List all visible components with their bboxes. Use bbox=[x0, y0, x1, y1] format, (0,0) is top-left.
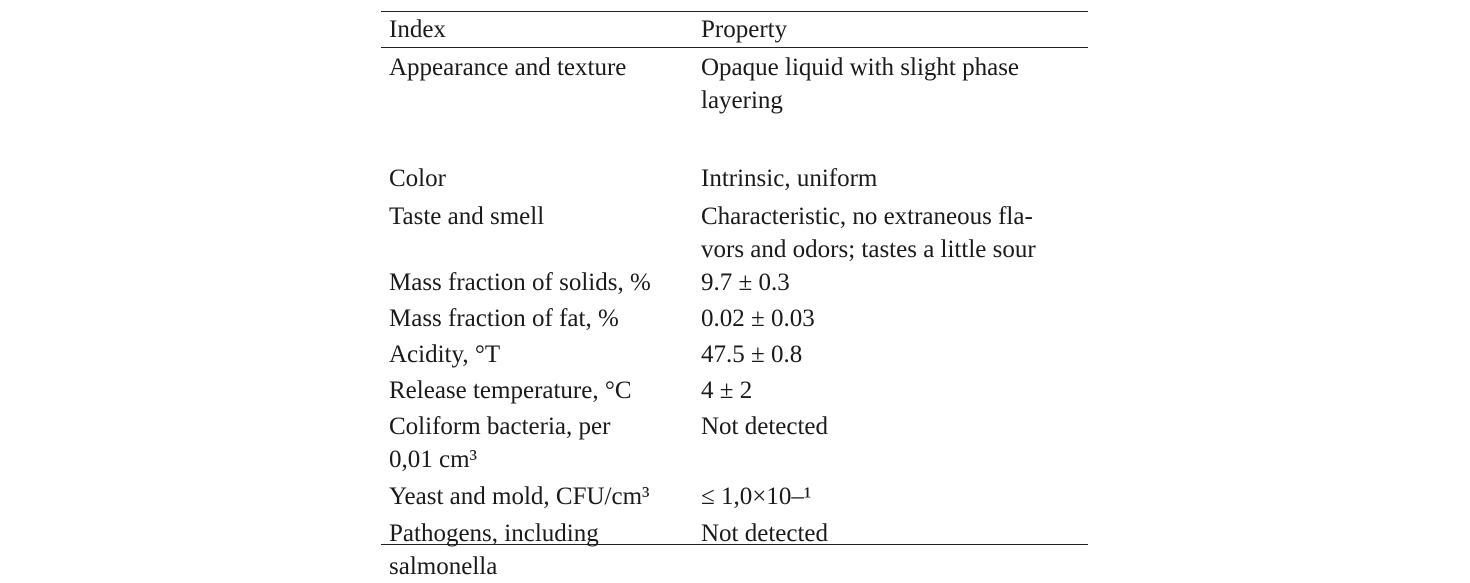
index-cell: Appearance and texture bbox=[389, 54, 627, 81]
property-cell: 9.7 ± 0.3 bbox=[701, 269, 790, 296]
property-cell: layering bbox=[701, 87, 783, 114]
property-cell: 47.5 ± 0.8 bbox=[701, 341, 803, 368]
property-cell: 4 ± 2 bbox=[701, 377, 753, 404]
index-cell: salmonella bbox=[389, 553, 498, 580]
index-cell: Mass fraction of fat, % bbox=[389, 305, 619, 332]
property-cell: Characteristic, no extraneous fla- bbox=[701, 203, 1033, 230]
header-property: Property bbox=[701, 16, 788, 43]
table-body bbox=[381, 48, 1088, 580]
index-cell: Mass fraction of solids, % bbox=[389, 269, 651, 296]
property-cell: Not detected bbox=[701, 520, 829, 547]
index-cell: Coliform bacteria, per bbox=[389, 413, 611, 440]
header-index: Index bbox=[389, 16, 446, 43]
index-cell: 0,01 cm³ bbox=[389, 446, 478, 473]
index-cell: Color bbox=[389, 165, 446, 192]
property-cell: vors and odors; tastes a little sour bbox=[701, 236, 1036, 263]
property-cell: Opaque liquid with slight phase bbox=[701, 54, 1020, 81]
index-cell: Pathogens, including bbox=[389, 520, 599, 547]
property-cell: Not detected bbox=[701, 413, 829, 440]
index-cell: Taste and smell bbox=[389, 203, 545, 230]
property-cell: ≤ 1,0×10–¹ bbox=[701, 483, 812, 510]
property-cell: Intrinsic, uniform bbox=[701, 165, 878, 192]
index-cell: Acidity, °T bbox=[389, 341, 501, 368]
index-cell: Release temperature, °C bbox=[389, 377, 632, 404]
table-header-row bbox=[381, 12, 1088, 48]
property-cell: 0.02 ± 0.03 bbox=[701, 305, 815, 332]
index-cell: Yeast and mold, CFU/cm³ bbox=[389, 483, 650, 510]
properties-table bbox=[381, 11, 1088, 580]
